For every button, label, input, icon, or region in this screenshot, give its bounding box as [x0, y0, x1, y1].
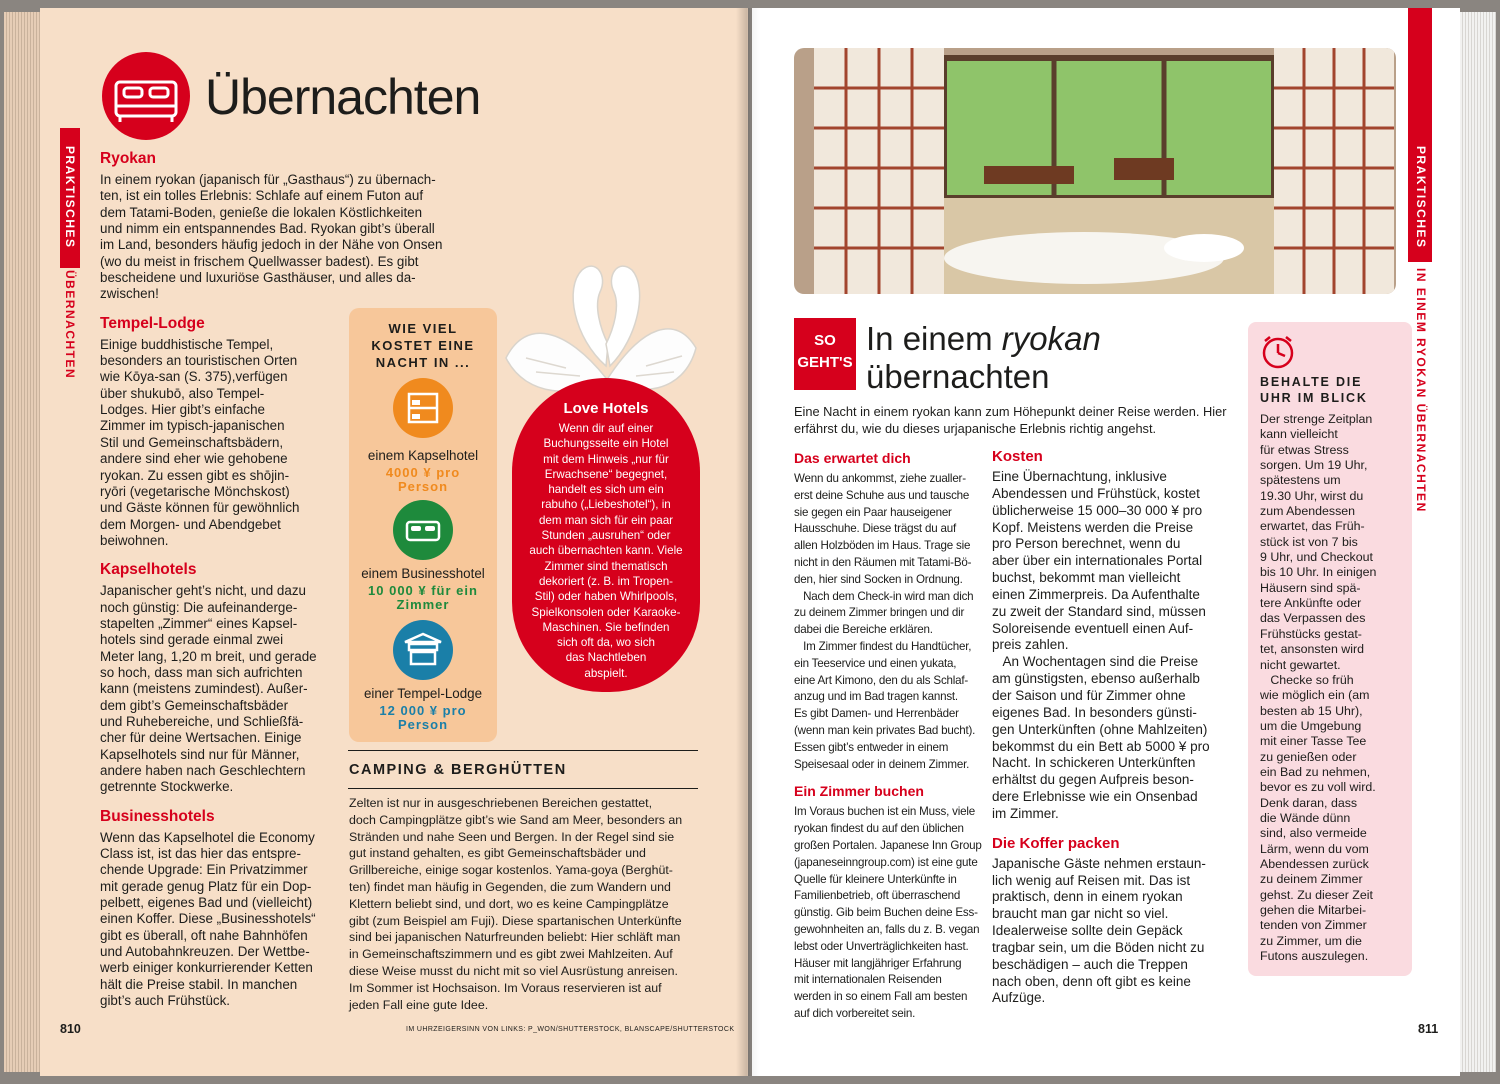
- text-line: ein Bad zu nehmen,: [1260, 764, 1371, 779]
- text-line: tragbar sein, um die Böden nicht zu: [992, 939, 1205, 955]
- text-line: noch günstig: Die aufeinanderge-: [100, 599, 298, 615]
- text-line: in Gemeinschaftszimmern und es gibt zwei Mahlzeiten. Auf: [349, 947, 673, 962]
- text-line: tet, ansonsten wird: [1260, 642, 1365, 657]
- text-line: Stil) oder haben Whirlpools,: [534, 590, 678, 604]
- camping-title: CAMPING & BERGHÜTTEN: [349, 762, 567, 778]
- text-line: Lärm, wenn du vom: [1260, 841, 1369, 856]
- text-line: lebst oder Unverträglichkeiten hast.: [794, 939, 969, 953]
- clock-icon: [1260, 334, 1296, 375]
- text-line: Frühstücks gestat-: [1260, 626, 1362, 641]
- text-line: auch übernachten kann. Viele: [529, 544, 683, 558]
- text-line: gut instand gehalten, es gibt Gemeinschaftsbäder und: [349, 846, 646, 861]
- text-line: Einige buddhistische Tempel,: [100, 336, 274, 352]
- text-line: im Zimmer.: [992, 805, 1059, 821]
- text-line: Wenn das Kapselhotel die Economy: [100, 829, 315, 845]
- page-heading: Übernachten: [205, 69, 481, 125]
- text-line: dere Erlebnisse wie ein Onsenbad: [992, 789, 1198, 805]
- text-line: jeden Fall eine gute Idee.: [349, 997, 489, 1012]
- text-line: um die Umgebung: [1260, 718, 1362, 733]
- section-heading: Kosten: [992, 448, 1043, 465]
- text-line: eine Art Kimono, den du als Schlaf-: [794, 673, 969, 687]
- text-line: pelbett, eigenes Bad und (vielleicht): [100, 895, 313, 911]
- text-line: Zimmer sind thematisch: [544, 559, 668, 573]
- price-kapselhotel: 4000 ¥ pro Person: [385, 465, 461, 494]
- text-line: erst deine Schuhe aus und tausche: [794, 488, 970, 502]
- text-line: Im Voraus buchen ist ein Muss, viele: [794, 805, 975, 819]
- text-section: [100, 150, 510, 303]
- text-line: Class ist, ist das hier das entspre-: [100, 846, 301, 862]
- text-line: hotels sind gerade einmal zwei: [100, 632, 284, 648]
- bunk-bed-icon: [393, 378, 453, 438]
- text-line: sorgen. Um 19 Uhr,: [1260, 458, 1368, 473]
- text-line: Soloreisende eventuell einen Auf-: [992, 620, 1194, 636]
- text-line: zum Abendessen: [1260, 504, 1356, 519]
- text-line: nicht in den Räumen mit Tatami-Bö-: [794, 555, 972, 569]
- text-line: ten) findet man häufig in Gegenden, die zum Wandern und: [349, 879, 671, 894]
- column-2: [992, 448, 1238, 1019]
- text-line: sind, also vermeide: [1260, 826, 1367, 841]
- tip-text: [1260, 412, 1410, 964]
- text-line: bescheidene und luxuriöse Gasthäuser, und alles da-: [100, 270, 416, 286]
- text-line: Nach dem Check-in wird man dich: [794, 589, 974, 603]
- text-line: gewohnheiten an, falls du z. B. vegan: [794, 922, 980, 936]
- text-line: Zelten ist nur in ausgeschriebenen Bereichen gestattet,: [349, 796, 653, 810]
- text-line: doch Campingplätze gibt’s wie Sand am Meer, besonders an: [349, 812, 683, 827]
- text-line: besonders an touristischen Orten: [100, 353, 298, 369]
- section-heading: Kapselhotels: [100, 561, 197, 579]
- text-line: zu zweit der Standard sind, müssen: [992, 603, 1206, 619]
- text-line: Stunden „ausruhen“ oder: [541, 529, 671, 543]
- text-line: und Gäste können für gewöhnlich: [100, 500, 300, 516]
- text-line: erhältst du gegen Aufpreis beson-: [992, 772, 1194, 788]
- intro-text: [794, 404, 1244, 437]
- price-box-heading: WIE VIEL KOSTET EINE NACHT IN ...: [371, 321, 475, 370]
- text-line: dem man sich für ein paar: [538, 513, 674, 527]
- text-line: allen Holzböden im Haus. Trage sie: [794, 539, 971, 553]
- text-line: Idealerweise sollte dein Gepäck: [992, 923, 1183, 939]
- camping-divider: [348, 750, 698, 751]
- text-line: kann (meistens zumindest). Außer-: [100, 681, 308, 697]
- text-line: anzug und im Bad tragen kannst.: [794, 690, 958, 704]
- text-line: werb einiger konkurrierender Ketten: [100, 960, 313, 976]
- text-line: das Verpassen des: [1260, 611, 1366, 626]
- text-line: zwischen!: [100, 286, 159, 302]
- text-line: ryōri (vegetarische Mönchskost): [100, 483, 290, 499]
- text-line: Abendessen zurück: [1260, 856, 1369, 871]
- text-line: Denk daran, dass: [1260, 795, 1358, 810]
- column-1: [794, 450, 984, 1033]
- camping-text: [349, 795, 709, 1013]
- text-line: In einem ryokan (japanisch für „Gasthaus“) zu übernach-: [100, 172, 436, 187]
- text-line: (wenn man kein privates Bad bucht).: [794, 723, 976, 737]
- text-line: Kapselhotels sind nur für Männer,: [100, 746, 300, 762]
- text-line: bevor es zu voll wird.: [1260, 780, 1376, 795]
- price-label-tempel-lodge: einer Tempel-Lodge: [363, 686, 483, 701]
- page-number-right: 811: [1418, 1022, 1439, 1036]
- text-line: gehst. Zu dieser Zeit: [1260, 887, 1373, 902]
- text-line: andere haben nach Geschlechtern: [100, 763, 306, 778]
- text-line: Familienbetrieb, oft überraschend: [794, 889, 961, 903]
- text-line: dem gibt’s Gemeinschaftsbäder: [100, 697, 289, 713]
- text-line: und Ruhebereiche, und Schließfä-: [100, 713, 304, 729]
- text-section: [794, 783, 984, 1022]
- text-line: Der strenge Zeitplan: [1260, 412, 1373, 426]
- text-line: ten, ist ein tolles Erlebnis: Schlafe auf einem Futon auf: [100, 188, 424, 204]
- text-line: ryokan. Zu essen gibt es shōjin-: [100, 467, 290, 483]
- text-line: einen Zimmerpreis. Da Aufenthalte: [992, 586, 1200, 602]
- love-hotels-box: [512, 378, 700, 692]
- love-hotels-text: [512, 421, 700, 681]
- text-line: die Wände dünn: [1260, 810, 1351, 825]
- text-line: abspielt.: [584, 666, 628, 680]
- text-line: nach oben, denn oft gibt es keine: [992, 973, 1191, 989]
- price-tempel-lodge: 12 000 ¥ pro Person: [379, 703, 467, 732]
- text-line: das Nachtleben: [565, 651, 647, 665]
- text-line: Im Sommer ist Hochsaison. Im Voraus reservieren ist auf: [349, 980, 662, 995]
- section-body: [992, 856, 1238, 1008]
- ryokan-room-photo: [794, 48, 1396, 294]
- text-line: und Autobahnkreuzen. Der Wettbe-: [100, 944, 310, 960]
- text-line: stück ist von 7 bis: [1260, 534, 1358, 549]
- text-line: Meter lang, 1,20 m breit, und gerade: [100, 648, 317, 664]
- text-line: Aufzüge.: [992, 990, 1046, 1006]
- text-line: kann vielleicht: [1260, 427, 1338, 442]
- text-line: tenden von Zimmer: [1260, 918, 1367, 933]
- price-businesshotel: 10 000 ¥ für ein Zimmer: [368, 583, 478, 612]
- section-heading: Businesshotels: [100, 807, 215, 825]
- section-heading: Die Koffer packen: [992, 834, 1120, 852]
- text-line: Häusern sind spä-: [1260, 580, 1361, 595]
- text-line: dekoriert (z. B. im Tropen-: [538, 574, 673, 588]
- text-line: Futons auszulegen.: [1260, 949, 1369, 964]
- section-heading: Ein Zimmer buchen: [794, 783, 924, 800]
- text-line: beschädigen – auch die Treppen: [992, 956, 1188, 972]
- text-line: Häuser mit langjähriger Erfahrung: [794, 956, 962, 970]
- text-line: aber über ein internationales Portal: [992, 553, 1203, 569]
- text-line: besten ab 15 Uhr),: [1260, 703, 1363, 718]
- text-line: eigenes Bad. In besonders günsti-: [992, 704, 1197, 720]
- section-heading: Tempel-Lodge: [100, 314, 205, 332]
- double-bed-icon: [393, 500, 453, 560]
- text-line: (wo du meist in frischem Quellwasser badest). Es gibt: [100, 253, 419, 269]
- text-line: diese Weise musst du nicht mit so viel Ausrüstung anreisen.: [349, 963, 678, 978]
- text-line: bis 10 Uhr. In einigen: [1260, 565, 1377, 580]
- text-line: Nacht. In schickeren Unterkünften: [992, 755, 1196, 771]
- price-box: [349, 308, 497, 742]
- text-line: lich wenig auf Reisen mit. Das ist: [992, 872, 1191, 888]
- text-line: sie gegen ein Paar hauseigener: [794, 505, 952, 519]
- text-line: mit dem Hinweis „nur für: [543, 452, 669, 466]
- right-page: [752, 8, 1460, 1076]
- text-line: dem Morgen- und Abendgebet: [100, 516, 281, 532]
- section-heading: Das erwartet dich: [794, 450, 911, 466]
- text-line: Wenn dir auf einer: [558, 422, 654, 435]
- left-page: [40, 8, 748, 1076]
- section-body: [794, 471, 984, 773]
- text-line: und nimm ein entspannendes Bad. Ryokan gibt’s überall: [100, 221, 435, 237]
- text-line: mit gerade genug Platz für ein Dop-: [100, 878, 312, 894]
- text-line: zu deinem Zimmer bringen und dir: [794, 606, 965, 620]
- text-section: [992, 448, 1238, 823]
- side-tab-ryokan: IN EINEM RYOKAN ÜBERNACHTEN: [1414, 268, 1428, 513]
- text-line: erwartet, das Früh-: [1260, 519, 1365, 534]
- text-line: zu Zimmer, um die: [1260, 933, 1362, 948]
- text-line: praktisch, denn in einem ryokan: [992, 889, 1183, 905]
- text-line: Eine Nacht in einem ryokan kann zum Höhepunkt deiner Reise werden. Hier: [794, 404, 1227, 419]
- section-heading: Ryokan: [100, 150, 156, 167]
- text-line: so hoch, dass man sich aufrichten: [100, 664, 303, 680]
- text-line: cher für deine Wertsachen. Einige: [100, 730, 302, 746]
- text-line: für etwas Stress: [1260, 442, 1349, 457]
- text-line: zu deinem Zimmer: [1260, 872, 1363, 887]
- text-line: stapelten „Zimmer“ eines Kapsel-: [100, 615, 298, 631]
- text-line: braucht man gar nicht so viel.: [992, 906, 1169, 922]
- text-line: Grillbereiche, einige sogar kostenlos. Yama-goya (Berghüt-: [349, 863, 673, 878]
- text-line: Maschinen. Sie befinden: [542, 620, 670, 634]
- tip-title: BEHALTE DIE UHR IM BLICK: [1260, 375, 1368, 405]
- side-tab-praktisches-right: PRAKTISCHES: [1414, 146, 1428, 249]
- book-gutter: [736, 8, 760, 1076]
- text-line: den, hier sind Socken in Ordnung.: [794, 572, 963, 586]
- side-tab-praktisches: PRAKTISCHES: [63, 146, 77, 249]
- text-section: [992, 835, 1238, 1008]
- text-line: großen Portalen. Japanese Inn Group: [794, 838, 982, 852]
- text-line: Wenn du ankommst, ziehe zualler-: [794, 472, 966, 485]
- text-line: andere sind eher wie gehobene: [100, 451, 288, 467]
- text-line: dabei die Bereiche erklären.: [794, 623, 933, 637]
- love-hotels-title: Love Hotels: [563, 400, 649, 417]
- text-line: bekommst du ein Bett ab 5000 ¥ pro: [992, 738, 1210, 754]
- text-line: über shukubō, also Tempel-: [100, 385, 265, 401]
- text-line: im Land, besonders häufig jedoch in der Nähe von Onsen: [100, 237, 443, 253]
- text-line: ryokan findest du auf den üblichen: [794, 822, 964, 836]
- temple-icon: [393, 620, 453, 680]
- page-number-left: 810: [60, 1022, 81, 1036]
- text-line: rabuho („Liebeshotel“), in: [541, 498, 671, 512]
- text-line: Es gibt Damen- und Herrenbäder: [794, 707, 959, 721]
- text-line: Klettern beliebt sind, und dort, wo es keine Campingplätze: [349, 896, 669, 911]
- text-line: Eine Übernachtung, inklusive: [992, 469, 1167, 484]
- text-line: Erwachsene“ begegnet,: [544, 467, 668, 481]
- text-line: beiwohnen.: [100, 532, 169, 548]
- text-line: Abendessen und Frühstück, kostet: [992, 485, 1200, 501]
- text-line: preis zahlen.: [992, 637, 1069, 653]
- text-line: Checke so früh: [1260, 672, 1354, 687]
- text-line: am günstigsten, ebenso außerhalb: [992, 671, 1200, 687]
- text-line: üblicherweise 15 000–30 000 ¥ pro: [992, 502, 1203, 518]
- text-line: Stränden und nahe Seen und Bergen. In der Regel sind sie: [349, 829, 675, 844]
- text-line: günstig. Gib beim Buchen deine Ess-: [794, 906, 978, 920]
- text-line: sich oft da, wo sich: [557, 636, 655, 650]
- side-tab-ubernachten: ÜBERNACHTEN: [63, 270, 77, 380]
- text-line: Zimmer im typisch-japanischen: [100, 418, 285, 434]
- text-line: Quelle für kleinere Unterkünfte in: [794, 872, 957, 886]
- text-line: 9 Uhr, und Checkout: [1260, 550, 1373, 565]
- photo-credit: IM UHRZEIGERSINN VON LINKS: P_WON/SHUTTERSTOCK, BLANSCAPE/SHUTTERSTOCK: [406, 1026, 735, 1033]
- text-line: handelt es sich um ein: [548, 483, 664, 497]
- section-body: [992, 469, 1238, 823]
- text-line: dem Tatami-Boden, genieße die lokalen Köstlichkeiten: [100, 204, 423, 220]
- text-line: Spielkonsolen oder Karaoke-: [531, 605, 681, 619]
- text-line: ein Teeservice und einen yukata,: [794, 656, 957, 670]
- text-line: pro Person berechnet, wenn du: [992, 536, 1181, 552]
- text-line: wie Kōya-san (S. 375),verfügen: [100, 369, 288, 385]
- text-line: Lodges. Hier gibt’s einfache: [100, 402, 266, 418]
- text-line: auf dich vorbereitet sein.: [794, 1006, 916, 1020]
- text-line: Japanische Gäste nehmen erstaun-: [992, 855, 1206, 871]
- text-line: buchst, bekommt man vielleicht: [992, 570, 1181, 586]
- text-line: zu genießen oder: [1260, 749, 1357, 764]
- text-line: einen Koffer. Diese „Businesshotels“: [100, 911, 316, 927]
- text-line: werden in so einem Fall am besten: [794, 990, 968, 1004]
- page-edge-right: [1460, 12, 1496, 1072]
- price-label-businesshotel: einem Businesshotel: [361, 566, 485, 581]
- section-body: [100, 172, 510, 303]
- text-line: spätestens um: [1260, 473, 1341, 488]
- text-line: mit internationalen Reisenden: [794, 973, 942, 987]
- text-line: wie möglich ein (am: [1260, 688, 1370, 703]
- text-line: der Saison und für Zimmer ohne: [992, 687, 1186, 703]
- section-title: In einem ryokan übernachten: [866, 320, 1101, 395]
- text-line: (japaneseinngroup.com) ist eine gute: [794, 855, 978, 869]
- text-line: gen Unterkünften (ohne Mahlzeiten): [992, 721, 1208, 737]
- text-line: Kopf. Meistens werden die Preise: [992, 519, 1194, 535]
- text-line: gibt es überall, oft nahe Bahnhöfen: [100, 927, 308, 943]
- text-line: Hausschuhe. Diese trägst du auf: [794, 522, 957, 536]
- tip-box: [1248, 322, 1412, 976]
- text-line: gibt’s auch Frühstück.: [100, 993, 231, 1009]
- text-line: gehen die Mitarbei-: [1260, 903, 1367, 917]
- price-label-kapselhotel: einem Kapselhotel: [367, 448, 479, 463]
- text-line: nicht gewartet.: [1260, 657, 1341, 672]
- text-line: tere Ankünfte oder: [1260, 596, 1362, 611]
- text-line: hält die Preise stabil. In manchen: [100, 976, 298, 992]
- text-line: An Wochentagen sind die Preise: [992, 654, 1199, 670]
- so-gehts-badge: SO GEHT'S: [794, 318, 856, 390]
- text-line: Buchungsseite ein Hotel: [543, 437, 669, 451]
- text-line: mit einer Tasse Tee: [1260, 734, 1367, 749]
- text-line: Japanischer geht’s nicht, und dazu: [100, 583, 306, 599]
- text-line: Speisesaal oder in deinem Zimmer.: [794, 757, 970, 771]
- text-line: sind bei japanischen Naturfreunden beliebt: Hier schläft man: [349, 930, 681, 945]
- section-body: [794, 804, 984, 1022]
- text-line: Essen gibt’s entweder in einem: [794, 740, 949, 754]
- bed-icon: [102, 52, 190, 140]
- text-line: 19.30 Uhr, wirst du: [1260, 488, 1364, 503]
- text-line: erfährst du, wie du dieses urjapanische Erlebnis richtig angehst.: [794, 420, 1157, 436]
- camping-divider-2: [348, 788, 698, 789]
- text-line: Im Zimmer findest du Handtücher,: [794, 639, 972, 653]
- page-edge-left: [4, 12, 40, 1072]
- text-line: Stil und Gemeinschaftsbädern,: [100, 434, 284, 450]
- text-line: chende Upgrade: Ein Privatzimmer: [100, 862, 308, 878]
- text-line: gibt (zum Beispiel am Fuji). Diese spartanischen Unterkünfte: [349, 913, 682, 928]
- text-line: getrennte Stockwerke.: [100, 779, 234, 795]
- text-section: [794, 450, 984, 773]
